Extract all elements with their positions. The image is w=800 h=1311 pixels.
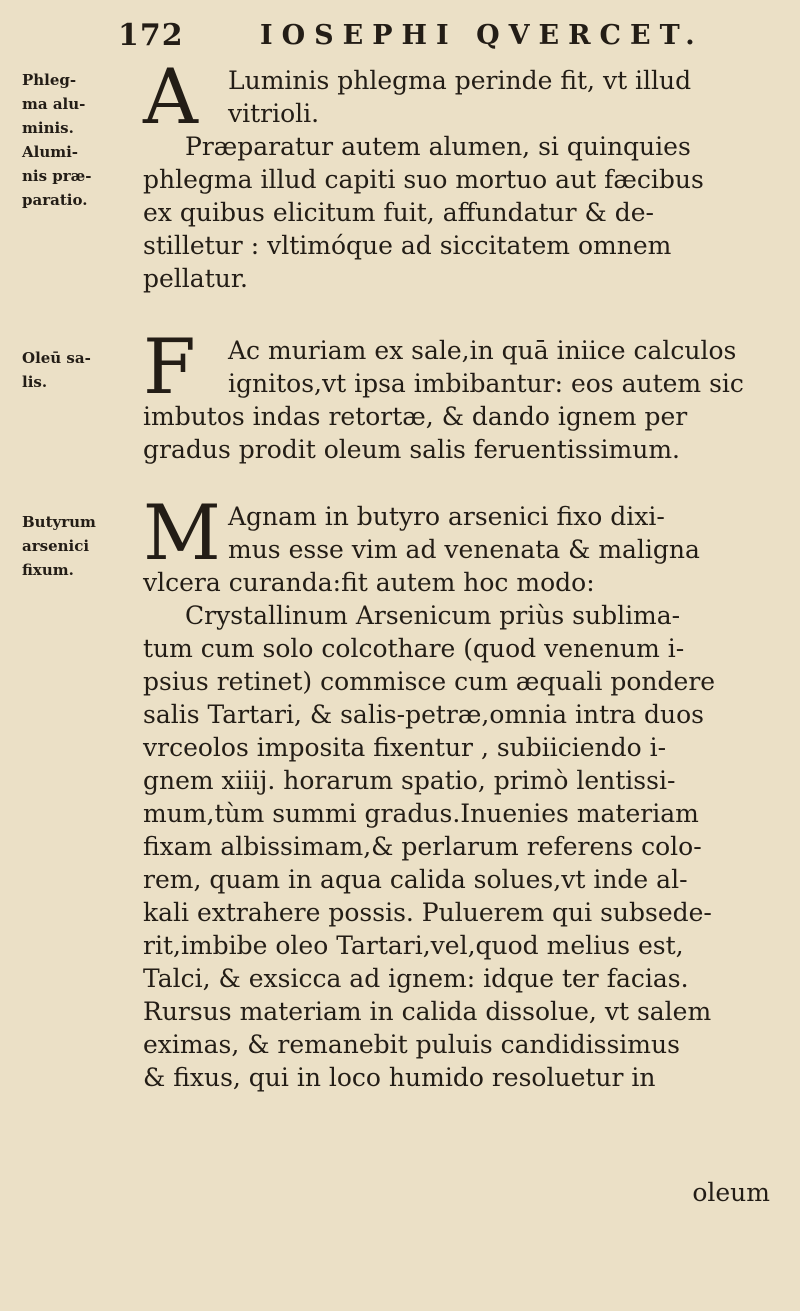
text-line: imbutos indas retortæ, & dando ignem per [143,402,688,431]
text-line: Ac muriam ex sale,in quā iniice calculos [228,336,737,365]
text-line: rem, quam in aqua calida solues,vt inde al- [143,865,688,894]
text-line: rit,imbibe oleo Tartari,vel,quod melius est, [143,931,684,960]
running-head: IOSEPHI QVERCET. [260,20,704,51]
paragraph-butyrum-arsenici [143,488,783,1094]
text-line: Talci, & exsicca ad ignem: idque ter facias. [143,964,689,993]
margin-note-butyrum: Butyrum arsenici fixum. [22,513,96,579]
page-number: 172 [118,18,184,53]
text-line: salis Tartari, & salis-petræ,omnia intra duos [143,700,704,729]
catchword: oleum [692,1178,770,1207]
text-line: phlegma illud capiti suo mortuo aut fæcibus [143,165,704,194]
paragraph-praeparatur [143,130,783,295]
text-line: mus esse vim ad venenata & maligna [228,535,700,564]
text-line: Crystallinum Arsenicum priùs sublima- [185,601,681,630]
text-line: vrceolos imposita fixentur , subiiciendo i- [143,733,667,762]
text-line: Rursus materiam in calida dissolue, vt salem [143,997,712,1026]
text-line: Agnam in butyro arsenici fixo dixi- [228,502,665,531]
initial-F: F [143,322,196,411]
paragraph-alumen [143,52,783,141]
margin-note-oleum-salis: Oleū sa- lis. [22,349,91,391]
text-line: psius retinet) commisce cum æquali pondere [143,667,716,696]
text-line: vitrioli. [228,99,320,128]
text-line: & fixus, qui in loco humido resoluetur in [143,1063,656,1092]
text-line: gnem xiiij. horarum spatio, primò lentissi- [143,766,676,795]
text-line: fixam albissimam,& perlarum referens colo- [143,832,702,861]
text-line: vlcera curanda:fit autem hoc modo: [143,568,595,597]
text-line: stilletur : vltimóque ad siccitatem omnem [143,231,672,260]
margin-note-phlegma: Phleg- ma alu- minis. Alumi- nis præ- paratio. [22,71,92,209]
text-line: Luminis phlegma perinde fit, vt illud [228,66,692,95]
text-line: ignitos,vt ipsa imbibantur: eos autem sic [228,369,744,398]
initial-M: M [143,488,221,577]
text-line: tum cum solo colcothare (quod venenum i- [143,634,685,663]
text-line: gradus prodit oleum salis feruentissimum. [143,435,680,464]
text-line: kali extrahere possis. Puluerem qui subsede- [143,898,712,927]
text-line: Præparatur autem alumen, si quinquies [185,132,691,161]
text-line: mum,tùm summi gradus.Inuenies materiam [143,799,699,828]
paragraph-oleum-salis [143,322,783,466]
text-line: ex quibus elicitum fuit, affundatur & de- [143,198,654,227]
text-line: eximas, & remanebit puluis candidissimus [143,1030,680,1059]
text-line: pellatur. [143,264,248,293]
page-header [0,18,800,58]
initial-A: A [143,52,198,141]
